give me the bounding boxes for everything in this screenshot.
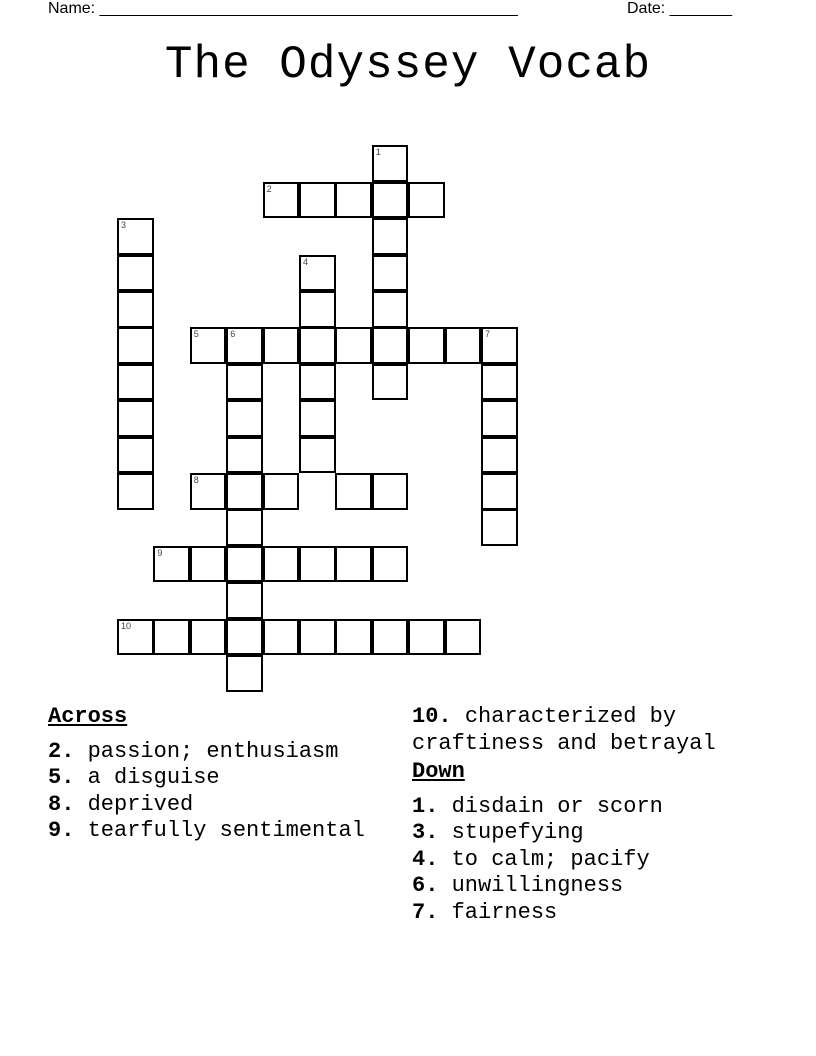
clue-text: passion; enthusiasm: [87, 738, 339, 764]
cell-number: 5: [193, 329, 199, 340]
crossword-cell[interactable]: [263, 473, 300, 510]
clue-text: a disguise: [87, 765, 220, 790]
clue-number: 10.: [412, 704, 452, 729]
crossword-cell[interactable]: [372, 145, 409, 182]
crossword-cell[interactable]: [335, 546, 372, 583]
crossword-cell[interactable]: [299, 327, 336, 364]
clue-text: fairness: [451, 899, 558, 925]
crossword-cell[interactable]: [372, 619, 409, 656]
clue-number: 5.: [48, 765, 75, 790]
clue-across-9: [48, 818, 378, 845]
crossword-cell[interactable]: [117, 218, 154, 255]
clue-number: 2.: [48, 738, 75, 764]
crossword-cell[interactable]: [372, 291, 409, 328]
crossword-cell[interactable]: [335, 327, 372, 364]
clue-down-4: [412, 847, 792, 874]
cell-number: 6: [230, 329, 236, 340]
crossword-cell[interactable]: [263, 327, 300, 364]
crossword-cell[interactable]: [263, 182, 300, 219]
clue-across-10: [412, 704, 792, 757]
clue-text: stupefying: [451, 820, 584, 845]
crossword-cell[interactable]: [153, 546, 190, 583]
crossword-cell[interactable]: [117, 619, 154, 656]
crossword-cell[interactable]: [226, 364, 263, 401]
cell-number: 9: [157, 547, 163, 558]
crossword-cell[interactable]: [445, 327, 482, 364]
crossword-cell[interactable]: [372, 546, 409, 583]
crossword-cell[interactable]: [190, 473, 227, 510]
cell-number: 7: [485, 329, 491, 340]
crossword-cell[interactable]: [481, 473, 518, 510]
crossword-cell[interactable]: [117, 400, 154, 437]
crossword-cell[interactable]: [372, 364, 409, 401]
crossword-cell[interactable]: [335, 473, 372, 510]
crossword-cell[interactable]: [190, 546, 227, 583]
cell-number: 1: [375, 147, 381, 158]
crossword-cell[interactable]: [299, 619, 336, 656]
crossword-cell[interactable]: [372, 182, 409, 219]
crossword-cell[interactable]: [226, 400, 263, 437]
crossword-cell[interactable]: [299, 364, 336, 401]
clue-down-7: [412, 900, 792, 927]
cell-number: 10: [121, 620, 132, 631]
clue-across-2: [48, 739, 378, 766]
clue-down-6: [412, 873, 792, 900]
crossword-cell[interactable]: [372, 218, 409, 255]
crossword-cell[interactable]: [117, 437, 154, 474]
cell-number: 3: [121, 220, 127, 231]
crossword-cell[interactable]: [299, 437, 336, 474]
clue-text: to calm; pacify: [451, 846, 650, 872]
crossword-cell[interactable]: [445, 619, 482, 656]
clue-number: 6.: [412, 873, 439, 898]
crossword-cell[interactable]: [117, 364, 154, 401]
crossword-cell[interactable]: [299, 546, 336, 583]
clue-number: 8.: [48, 791, 75, 817]
crossword-cell[interactable]: [190, 327, 227, 364]
clue-down-3: [412, 820, 792, 847]
crossword-cell[interactable]: [481, 400, 518, 437]
crossword-cell[interactable]: [263, 619, 300, 656]
crossword-cell[interactable]: [481, 327, 518, 364]
crossword-cell[interactable]: [299, 255, 336, 292]
crossword-cell[interactable]: [117, 255, 154, 292]
crossword-cell[interactable]: [335, 619, 372, 656]
crossword-cell[interactable]: [226, 473, 263, 510]
clue-number: 9.: [48, 818, 75, 843]
crossword-cell[interactable]: [299, 291, 336, 328]
clue-across-8: [48, 792, 378, 819]
crossword-cell[interactable]: [117, 327, 154, 364]
crossword-cell[interactable]: [481, 509, 518, 546]
crossword-cell[interactable]: [335, 182, 372, 219]
clue-text: tearfully sentimental: [87, 818, 365, 843]
crossword-cell[interactable]: [299, 182, 336, 219]
clue-column-left: [48, 704, 378, 845]
crossword-cell[interactable]: [372, 255, 409, 292]
crossword-cell[interactable]: [226, 327, 263, 364]
page-title: The Odyssey Vocab: [164, 39, 652, 91]
crossword-cell[interactable]: [481, 437, 518, 474]
crossword-cell[interactable]: [408, 182, 445, 219]
crossword-cell[interactable]: [226, 509, 263, 546]
crossword-cell[interactable]: [372, 473, 409, 510]
crossword-cell[interactable]: [153, 619, 190, 656]
crossword-cell[interactable]: [226, 655, 263, 692]
clue-text: disdain or scorn: [451, 793, 663, 819]
crossword-cell[interactable]: [226, 437, 263, 474]
crossword-cell[interactable]: [117, 291, 154, 328]
clue-across-5: [48, 765, 378, 792]
clue-text: unwillingness: [451, 873, 624, 898]
clue-number: 7.: [412, 899, 439, 925]
clue-number: 4.: [412, 846, 439, 872]
crossword-cell[interactable]: [226, 619, 263, 656]
crossword-cell[interactable]: [372, 327, 409, 364]
crossword-cell[interactable]: [117, 473, 154, 510]
clue-text: deprived: [87, 791, 194, 817]
crossword-cell[interactable]: [190, 619, 227, 656]
crossword-cell[interactable]: [299, 400, 336, 437]
cell-number: 4: [303, 256, 309, 267]
crossword-cell[interactable]: [263, 546, 300, 583]
name-field-line: Name: _______________________________________________: [48, 0, 518, 17]
clue-number: 1.: [412, 793, 439, 819]
cell-number: 8: [193, 475, 199, 485]
crossword-cell[interactable]: [408, 619, 445, 656]
crossword-cell[interactable]: [408, 327, 445, 364]
crossword-cell[interactable]: [226, 546, 263, 583]
clue-column-right: [412, 704, 792, 926]
down-heading: Down: [412, 759, 465, 784]
across-heading: Across: [48, 704, 128, 729]
crossword-cell[interactable]: [481, 364, 518, 401]
clue-text: characterized by craftiness and betrayal: [412, 704, 716, 756]
clue-number: 3.: [412, 820, 439, 845]
date-field-line: Date: _______: [627, 0, 732, 17]
clue-down-1: [412, 794, 792, 821]
cell-number: 2: [266, 183, 272, 194]
crossword-cell[interactable]: [226, 582, 263, 619]
